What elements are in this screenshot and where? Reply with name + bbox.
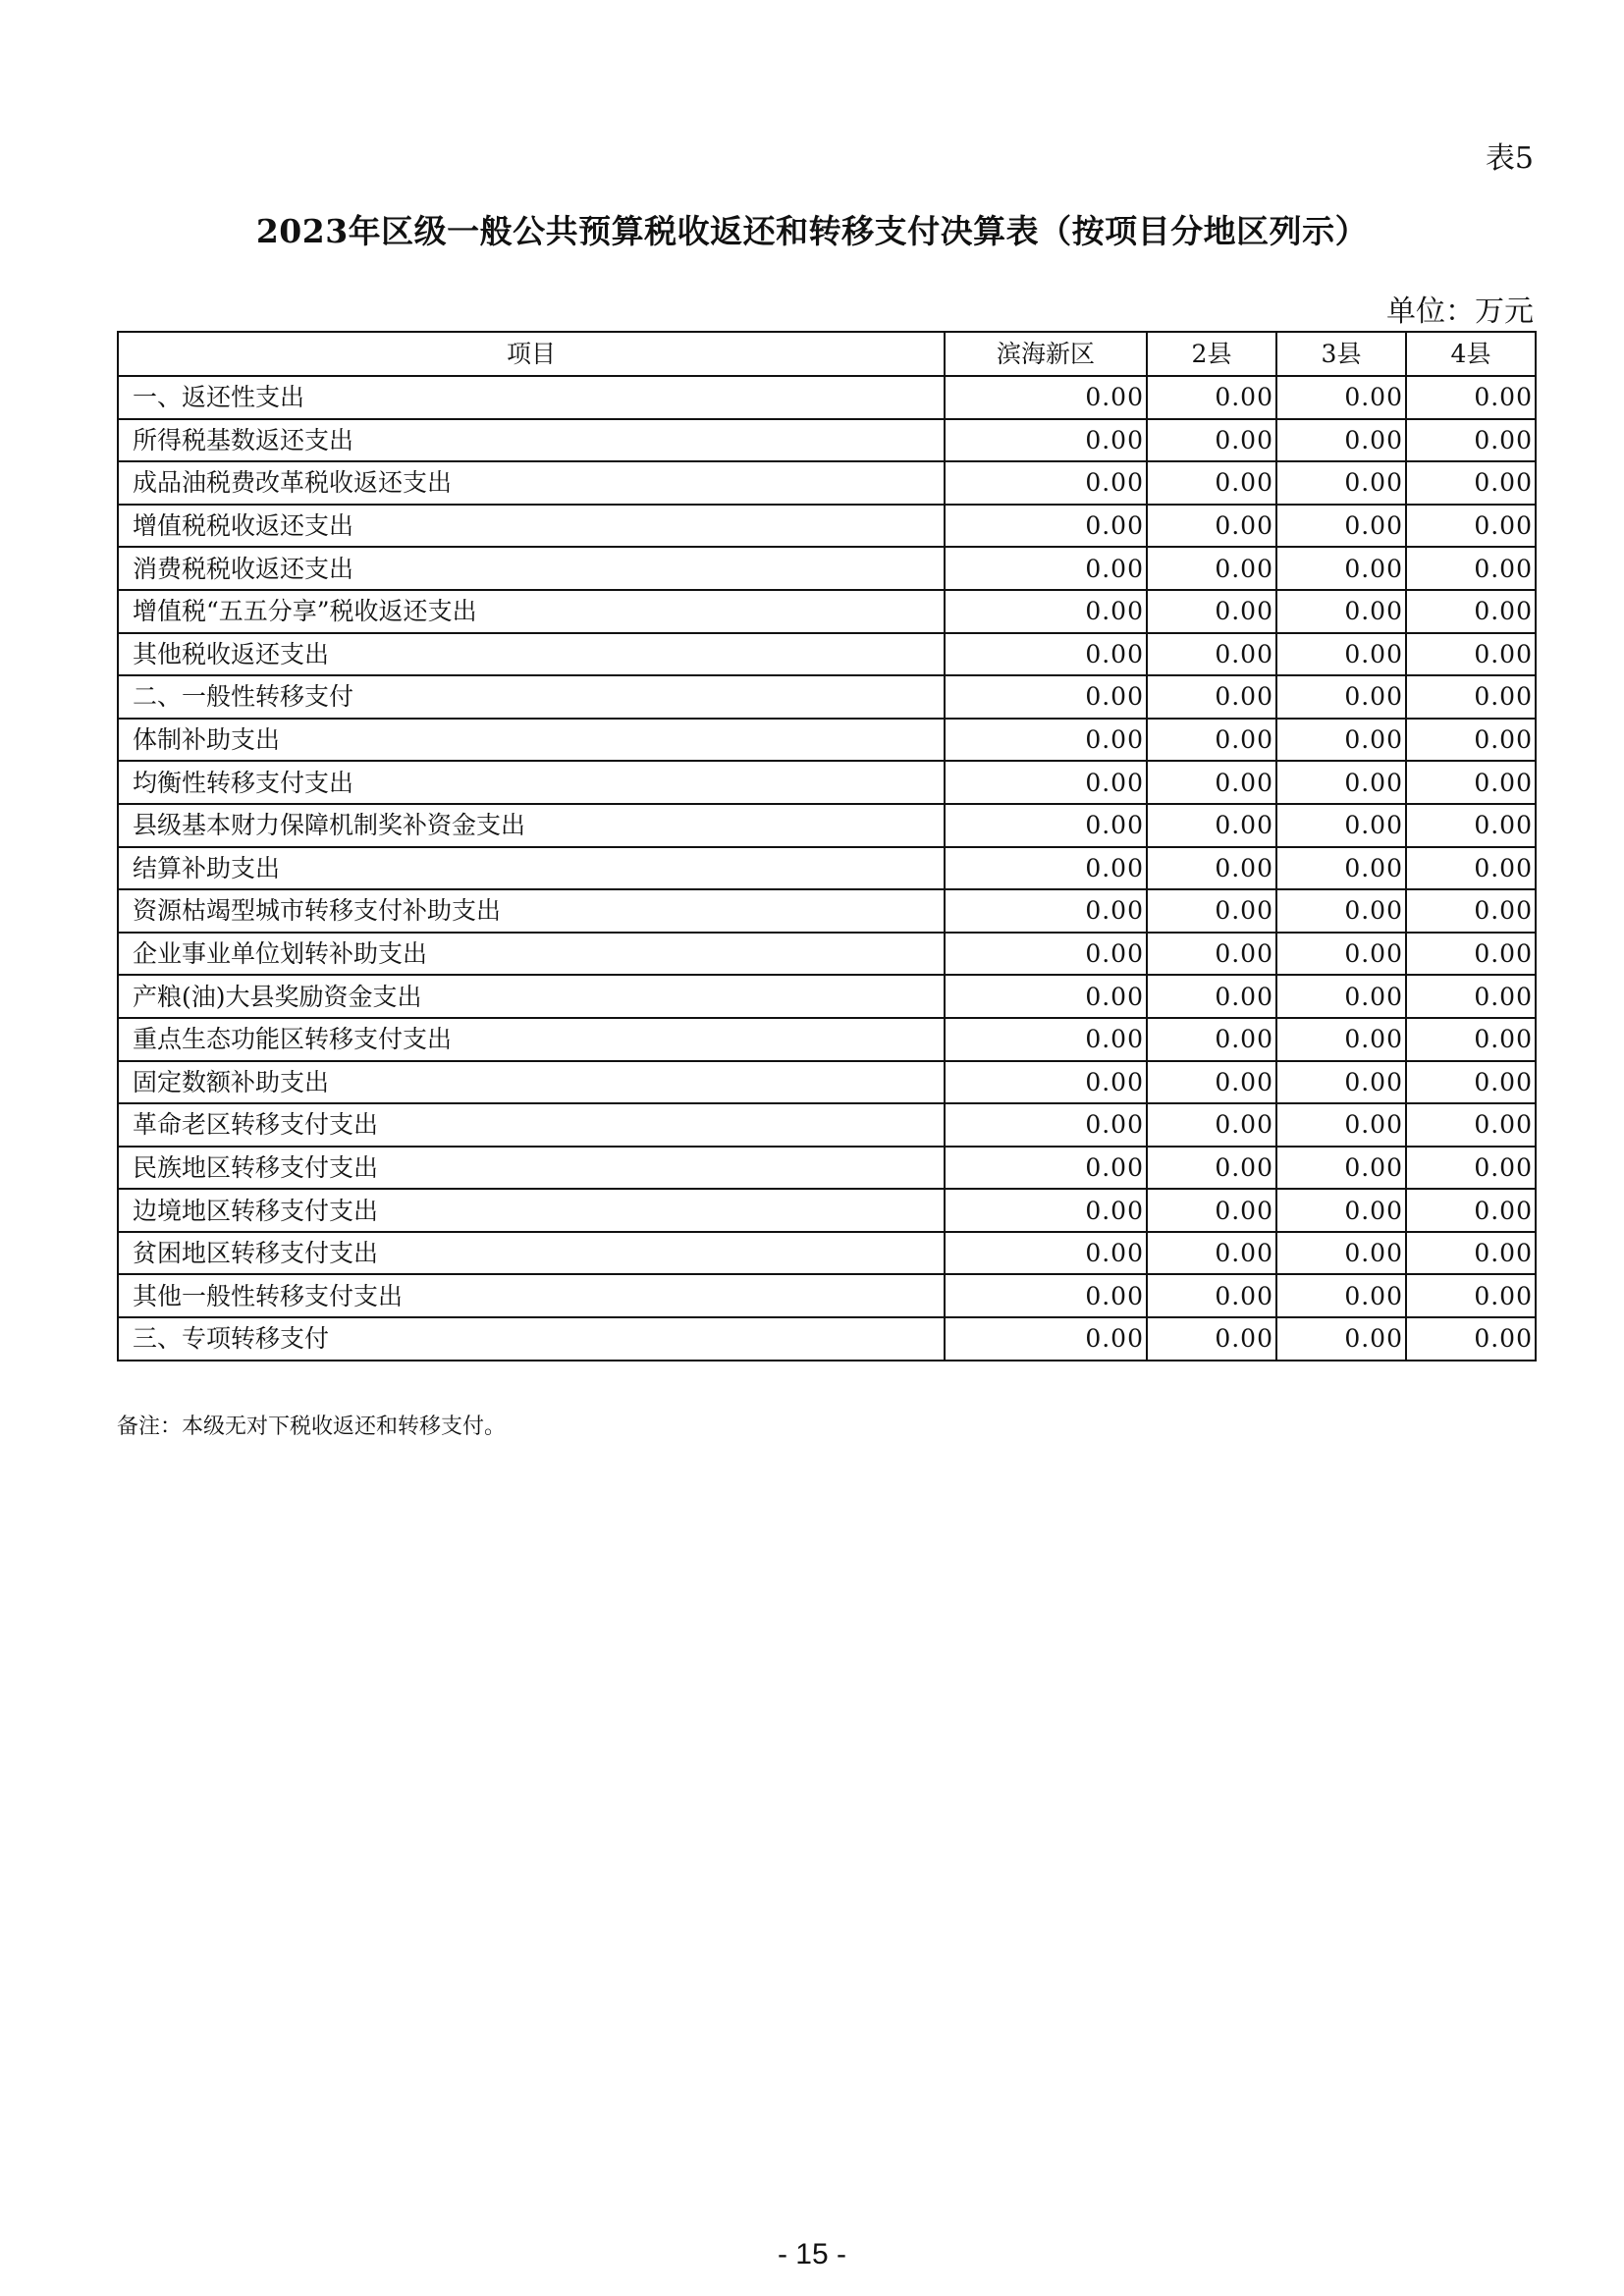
- row-item-name: 三、专项转移支付: [118, 1317, 945, 1361]
- cell-county-2: 0.00: [1147, 547, 1276, 590]
- row-item-name: 一、返还性支出: [118, 376, 945, 419]
- cell-county-4: 0.00: [1406, 1189, 1536, 1232]
- cell-county-4: 0.00: [1406, 633, 1536, 676]
- table-row: [118, 1232, 1536, 1275]
- table-row: [118, 675, 1536, 719]
- cell-county-3: 0.00: [1276, 461, 1406, 505]
- cell-county-3: 0.00: [1276, 376, 1406, 419]
- row-item-name: 其他税收返还支出: [118, 633, 945, 676]
- cell-county-2: 0.00: [1147, 633, 1276, 676]
- cell-county-2: 0.00: [1147, 1103, 1276, 1147]
- header-county-3: 3县: [1276, 332, 1406, 376]
- row-item-name: 革命老区转移支付支出: [118, 1103, 945, 1147]
- cell-county-3: 0.00: [1276, 975, 1406, 1018]
- table-row: [118, 461, 1536, 505]
- cell-binhai: 0.00: [945, 1189, 1147, 1232]
- cell-binhai: 0.00: [945, 505, 1147, 548]
- cell-county-2: 0.00: [1147, 590, 1276, 633]
- table-row: [118, 1189, 1536, 1232]
- row-item-name: 所得税基数返还支出: [118, 419, 945, 462]
- row-item-name: 产粮(油)大县奖励资金支出: [118, 975, 945, 1018]
- cell-county-4: 0.00: [1406, 1274, 1536, 1317]
- cell-county-2: 0.00: [1147, 1317, 1276, 1361]
- cell-county-4: 0.00: [1406, 376, 1536, 419]
- cell-county-2: 0.00: [1147, 889, 1276, 933]
- budget-table: [117, 331, 1537, 1362]
- cell-county-2: 0.00: [1147, 847, 1276, 890]
- cell-county-3: 0.00: [1276, 675, 1406, 719]
- cell-county-4: 0.00: [1406, 675, 1536, 719]
- cell-binhai: 0.00: [945, 1274, 1147, 1317]
- table-row: [118, 1061, 1536, 1104]
- cell-binhai: 0.00: [945, 804, 1147, 847]
- cell-county-3: 0.00: [1276, 505, 1406, 548]
- cell-county-2: 0.00: [1147, 1232, 1276, 1275]
- cell-county-2: 0.00: [1147, 376, 1276, 419]
- cell-county-4: 0.00: [1406, 847, 1536, 890]
- row-item-name: 二、一般性转移支付: [118, 675, 945, 719]
- cell-county-4: 0.00: [1406, 419, 1536, 462]
- cell-county-3: 0.00: [1276, 1103, 1406, 1147]
- table-row: [118, 1147, 1536, 1190]
- cell-county-2: 0.00: [1147, 933, 1276, 976]
- cell-county-4: 0.00: [1406, 719, 1536, 762]
- cell-binhai: 0.00: [945, 975, 1147, 1018]
- cell-county-3: 0.00: [1276, 1232, 1406, 1275]
- footnote: 备注：本级无对下税收返还和转移支付。: [117, 1415, 507, 1439]
- cell-county-2: 0.00: [1147, 975, 1276, 1018]
- row-item-name: 民族地区转移支付支出: [118, 1147, 945, 1190]
- cell-county-2: 0.00: [1147, 1274, 1276, 1317]
- cell-binhai: 0.00: [945, 1061, 1147, 1104]
- row-item-name: 重点生态功能区转移支付支出: [118, 1018, 945, 1061]
- row-item-name: 体制补助支出: [118, 719, 945, 762]
- cell-county-3: 0.00: [1276, 1189, 1406, 1232]
- table-row: [118, 419, 1536, 462]
- cell-county-3: 0.00: [1276, 547, 1406, 590]
- table-row: [118, 505, 1536, 548]
- cell-binhai: 0.00: [945, 547, 1147, 590]
- cell-county-4: 0.00: [1406, 889, 1536, 933]
- cell-county-4: 0.00: [1406, 505, 1536, 548]
- cell-county-4: 0.00: [1406, 1147, 1536, 1190]
- table-body: [118, 376, 1536, 1361]
- cell-county-3: 0.00: [1276, 1274, 1406, 1317]
- cell-binhai: 0.00: [945, 590, 1147, 633]
- cell-binhai: 0.00: [945, 1103, 1147, 1147]
- table-row: [118, 547, 1536, 590]
- header-binhai: 滨海新区: [945, 332, 1147, 376]
- cell-county-3: 0.00: [1276, 1317, 1406, 1361]
- cell-binhai: 0.00: [945, 1147, 1147, 1190]
- table-row: [118, 847, 1536, 890]
- row-item-name: 资源枯竭型城市转移支付补助支出: [118, 889, 945, 933]
- cell-county-4: 0.00: [1406, 1317, 1536, 1361]
- cell-binhai: 0.00: [945, 719, 1147, 762]
- cell-binhai: 0.00: [945, 675, 1147, 719]
- cell-county-3: 0.00: [1276, 1018, 1406, 1061]
- table-row: [118, 933, 1536, 976]
- cell-county-4: 0.00: [1406, 1103, 1536, 1147]
- cell-county-4: 0.00: [1406, 1061, 1536, 1104]
- cell-county-4: 0.00: [1406, 933, 1536, 976]
- row-item-name: 企业事业单位划转补助支出: [118, 933, 945, 976]
- cell-county-3: 0.00: [1276, 804, 1406, 847]
- cell-county-4: 0.00: [1406, 461, 1536, 505]
- page-title: 2023年区级一般公共预算税收返还和转移支付决算表（按项目分地区列示）: [255, 212, 1369, 250]
- cell-county-3: 0.00: [1276, 933, 1406, 976]
- row-item-name: 其他一般性转移支付支出: [118, 1274, 945, 1317]
- table-row: [118, 719, 1536, 762]
- cell-county-3: 0.00: [1276, 419, 1406, 462]
- table-row: [118, 1103, 1536, 1147]
- row-item-name: 增值税税收返还支出: [118, 505, 945, 548]
- cell-binhai: 0.00: [945, 633, 1147, 676]
- cell-binhai: 0.00: [945, 847, 1147, 890]
- row-item-name: 贫困地区转移支付支出: [118, 1232, 945, 1275]
- header-county-4: 4县: [1406, 332, 1536, 376]
- cell-binhai: 0.00: [945, 461, 1147, 505]
- table-row: [118, 1018, 1536, 1061]
- table-number-label: 表5: [1485, 141, 1534, 176]
- cell-county-2: 0.00: [1147, 675, 1276, 719]
- table-row: [118, 1317, 1536, 1361]
- cell-county-2: 0.00: [1147, 419, 1276, 462]
- page-number: - 15 -: [777, 2238, 847, 2270]
- row-item-name: 结算补助支出: [118, 847, 945, 890]
- cell-county-4: 0.00: [1406, 975, 1536, 1018]
- cell-binhai: 0.00: [945, 419, 1147, 462]
- table-row: [118, 804, 1536, 847]
- row-item-name: 消费税税收返还支出: [118, 547, 945, 590]
- row-item-name: 成品油税费改革税收返还支出: [118, 461, 945, 505]
- cell-binhai: 0.00: [945, 761, 1147, 804]
- cell-county-2: 0.00: [1147, 719, 1276, 762]
- row-item-name: 均衡性转移支付支出: [118, 761, 945, 804]
- row-item-name: 边境地区转移支付支出: [118, 1189, 945, 1232]
- cell-county-3: 0.00: [1276, 719, 1406, 762]
- cell-county-4: 0.00: [1406, 804, 1536, 847]
- cell-county-3: 0.00: [1276, 590, 1406, 633]
- table-row: [118, 975, 1536, 1018]
- cell-binhai: 0.00: [945, 1317, 1147, 1361]
- cell-county-3: 0.00: [1276, 761, 1406, 804]
- row-item-name: 增值税“五五分享”税收返还支出: [118, 590, 945, 633]
- table-row: [118, 889, 1536, 933]
- cell-binhai: 0.00: [945, 1232, 1147, 1275]
- cell-county-2: 0.00: [1147, 761, 1276, 804]
- cell-county-3: 0.00: [1276, 633, 1406, 676]
- cell-binhai: 0.00: [945, 889, 1147, 933]
- cell-county-3: 0.00: [1276, 847, 1406, 890]
- cell-county-4: 0.00: [1406, 547, 1536, 590]
- header-item: 项目: [118, 332, 945, 376]
- table-row: [118, 761, 1536, 804]
- cell-county-4: 0.00: [1406, 1018, 1536, 1061]
- cell-county-2: 0.00: [1147, 804, 1276, 847]
- cell-county-2: 0.00: [1147, 505, 1276, 548]
- row-item-name: 县级基本财力保障机制奖补资金支出: [118, 804, 945, 847]
- cell-county-4: 0.00: [1406, 761, 1536, 804]
- cell-county-4: 0.00: [1406, 590, 1536, 633]
- table-header-row: [118, 332, 1536, 376]
- cell-county-3: 0.00: [1276, 1147, 1406, 1190]
- header-county-2: 2县: [1147, 332, 1276, 376]
- cell-county-4: 0.00: [1406, 1232, 1536, 1275]
- table-row: [118, 633, 1536, 676]
- cell-binhai: 0.00: [945, 1018, 1147, 1061]
- cell-county-2: 0.00: [1147, 1147, 1276, 1190]
- cell-binhai: 0.00: [945, 933, 1147, 976]
- table-row: [118, 1274, 1536, 1317]
- cell-county-2: 0.00: [1147, 1061, 1276, 1104]
- unit-label: 单位：万元: [1386, 294, 1534, 329]
- cell-county-2: 0.00: [1147, 1189, 1276, 1232]
- table-row: [118, 590, 1536, 633]
- cell-county-3: 0.00: [1276, 1061, 1406, 1104]
- cell-county-3: 0.00: [1276, 889, 1406, 933]
- cell-binhai: 0.00: [945, 376, 1147, 419]
- row-item-name: 固定数额补助支出: [118, 1061, 945, 1104]
- cell-county-2: 0.00: [1147, 1018, 1276, 1061]
- table-row: [118, 376, 1536, 419]
- cell-county-2: 0.00: [1147, 461, 1276, 505]
